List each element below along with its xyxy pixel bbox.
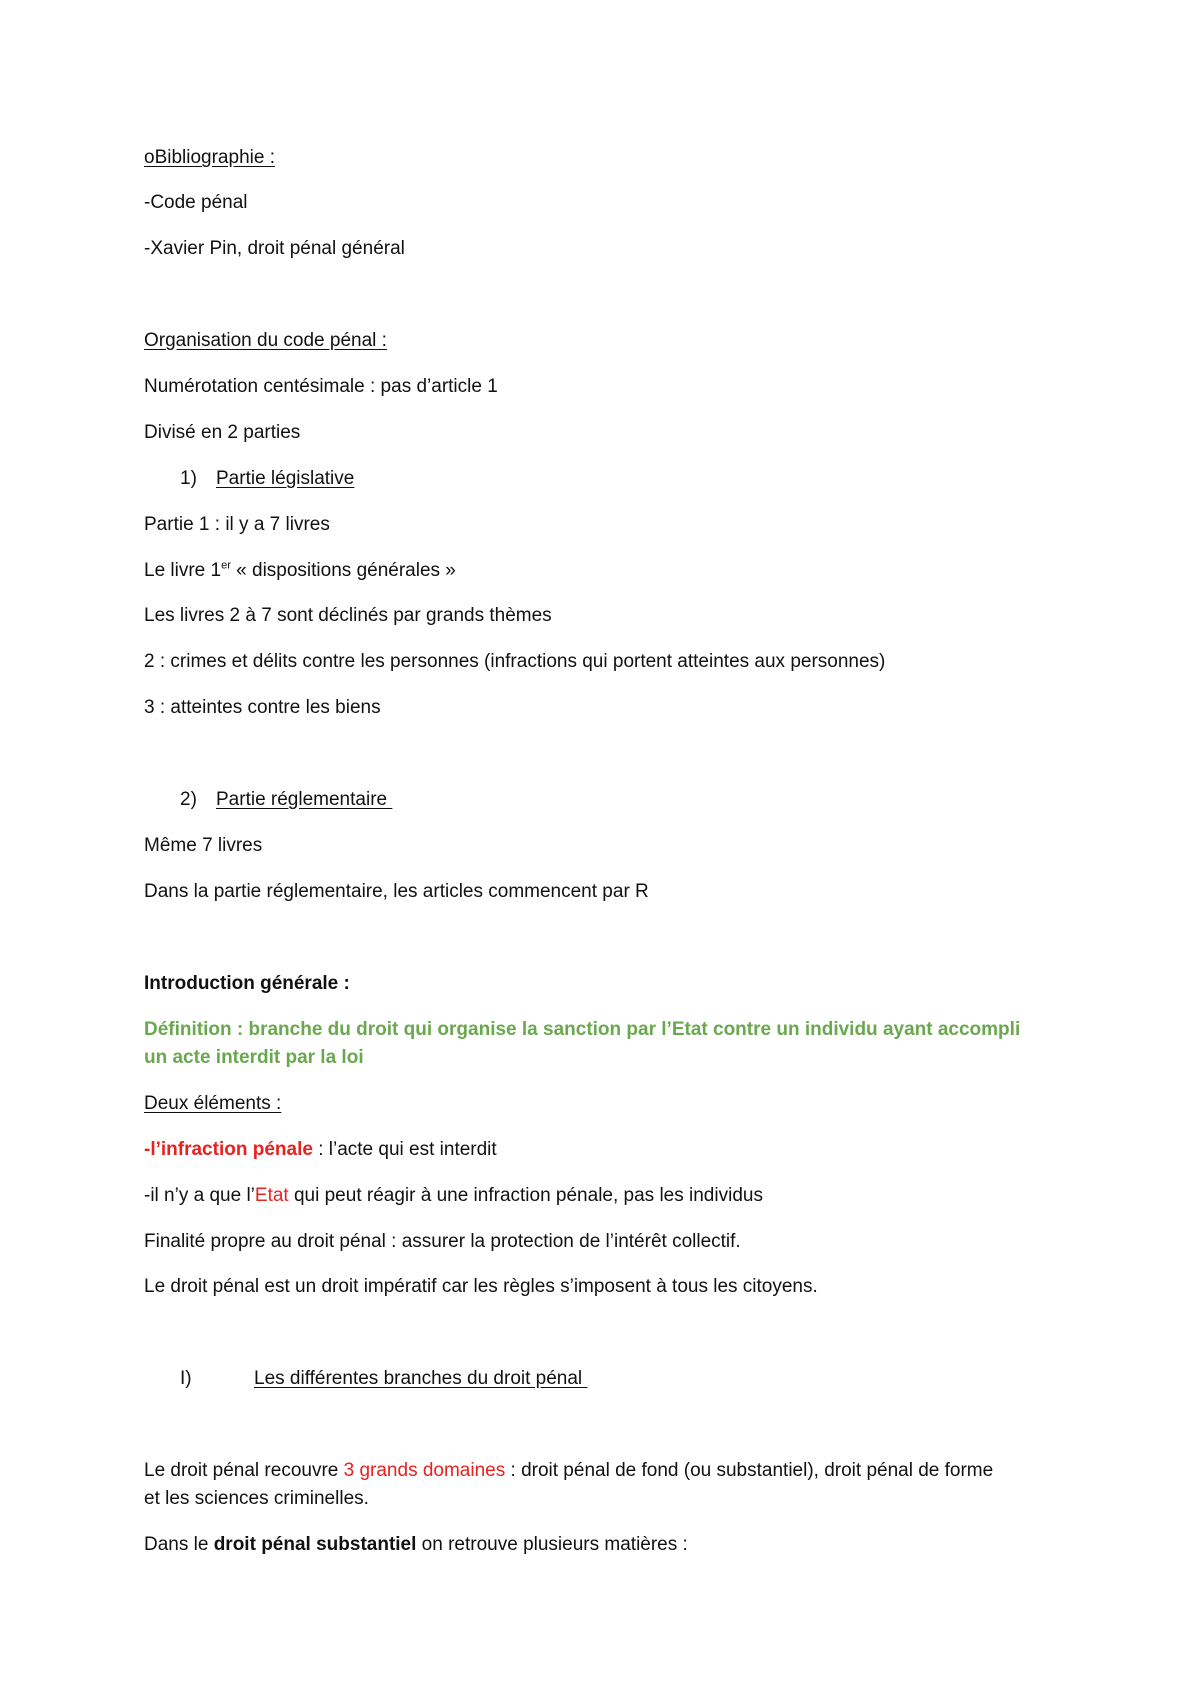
element-line — [144, 1138, 497, 1162]
paragraph-text: Le droit pénal recouvre — [144, 1460, 344, 1481]
imperatif-line: Le droit pénal est un droit impératif car les règles s’imposent à tous les citoyens. — [144, 1276, 818, 1297]
part2-line: Même 7 livres — [144, 835, 263, 856]
livre-text-rest: « dispositions générales » — [230, 560, 456, 581]
part1-line: 3 : atteintes contre les biens — [144, 697, 381, 718]
element-text: -il n’y a que l’ — [144, 1185, 255, 1206]
definition-line: un acte interdit par la loi — [144, 1047, 364, 1068]
divise-line: Divisé en 2 parties — [144, 422, 301, 443]
part1-line — [144, 559, 456, 583]
livre-text: Le livre 1 — [144, 560, 222, 581]
section1-paragraph — [144, 1533, 688, 1557]
part1-title: Partie législative — [216, 468, 355, 489]
element-text: qui peut réagir à une infraction pénale, pas les individus — [288, 1185, 763, 1206]
bibliography-item: -Code pénal — [144, 192, 248, 213]
element-dash: - — [144, 1139, 151, 1160]
infraction-term: l’infraction pénale — [150, 1139, 313, 1160]
part1-heading — [180, 467, 354, 491]
paragraph-text: on retrouve plusieurs matières : — [416, 1534, 688, 1555]
paragraph-text: Dans le — [144, 1534, 214, 1555]
part2-heading — [180, 788, 392, 812]
section1-number: I) — [180, 1368, 192, 1389]
droit-substantiel-term: droit pénal substantiel — [213, 1534, 417, 1555]
organisation-heading: Organisation du code pénal : — [144, 330, 387, 351]
intro-heading: Introduction générale : — [144, 973, 350, 994]
part1-line: Partie 1 : il y a 7 livres — [144, 514, 330, 535]
part1-line: Les livres 2 à 7 sont déclinés par grands thèmes — [144, 605, 552, 626]
section1-title: Les différentes branches du droit pénal — [254, 1368, 588, 1389]
grands-domaines-term: 3 grands domaines — [343, 1460, 506, 1481]
bibliography-heading: oBibliographie : — [144, 147, 275, 168]
paragraph-text: : droit pénal de fond (ou substantiel), droit pénal de forme — [505, 1460, 994, 1481]
numerotation-line: Numérotation centésimale : pas d’article 1 — [144, 376, 498, 397]
finalite-line: Finalité propre au droit pénal : assurer la protection de l’intérêt collectif. — [144, 1231, 741, 1252]
part1-number: 1) — [180, 468, 197, 489]
element-text: : l’acte qui est interdit — [312, 1139, 497, 1160]
section1-paragraph-line: et les sciences criminelles. — [144, 1488, 369, 1509]
part1-line: 2 : crimes et délits contre les personnes (infractions qui portent atteintes aux personnes) — [144, 651, 886, 672]
part2-line: Dans la partie réglementaire, les articles commencent par R — [144, 881, 649, 902]
bibliography-item: -Xavier Pin, droit pénal général — [144, 238, 405, 259]
deux-elements-heading: Deux éléments : — [144, 1093, 282, 1114]
livre-superscript: er — [221, 559, 231, 572]
section1-paragraph — [144, 1459, 993, 1483]
part2-title: Partie réglementaire — [216, 789, 393, 810]
definition-line: Définition : branche du droit qui organise la sanction par l’Etat contre un individu ayant accompli — [144, 1019, 1021, 1040]
element-line — [144, 1184, 763, 1208]
part2-number: 2) — [180, 789, 197, 810]
section1-heading — [180, 1367, 587, 1391]
etat-term: Etat — [254, 1185, 289, 1206]
